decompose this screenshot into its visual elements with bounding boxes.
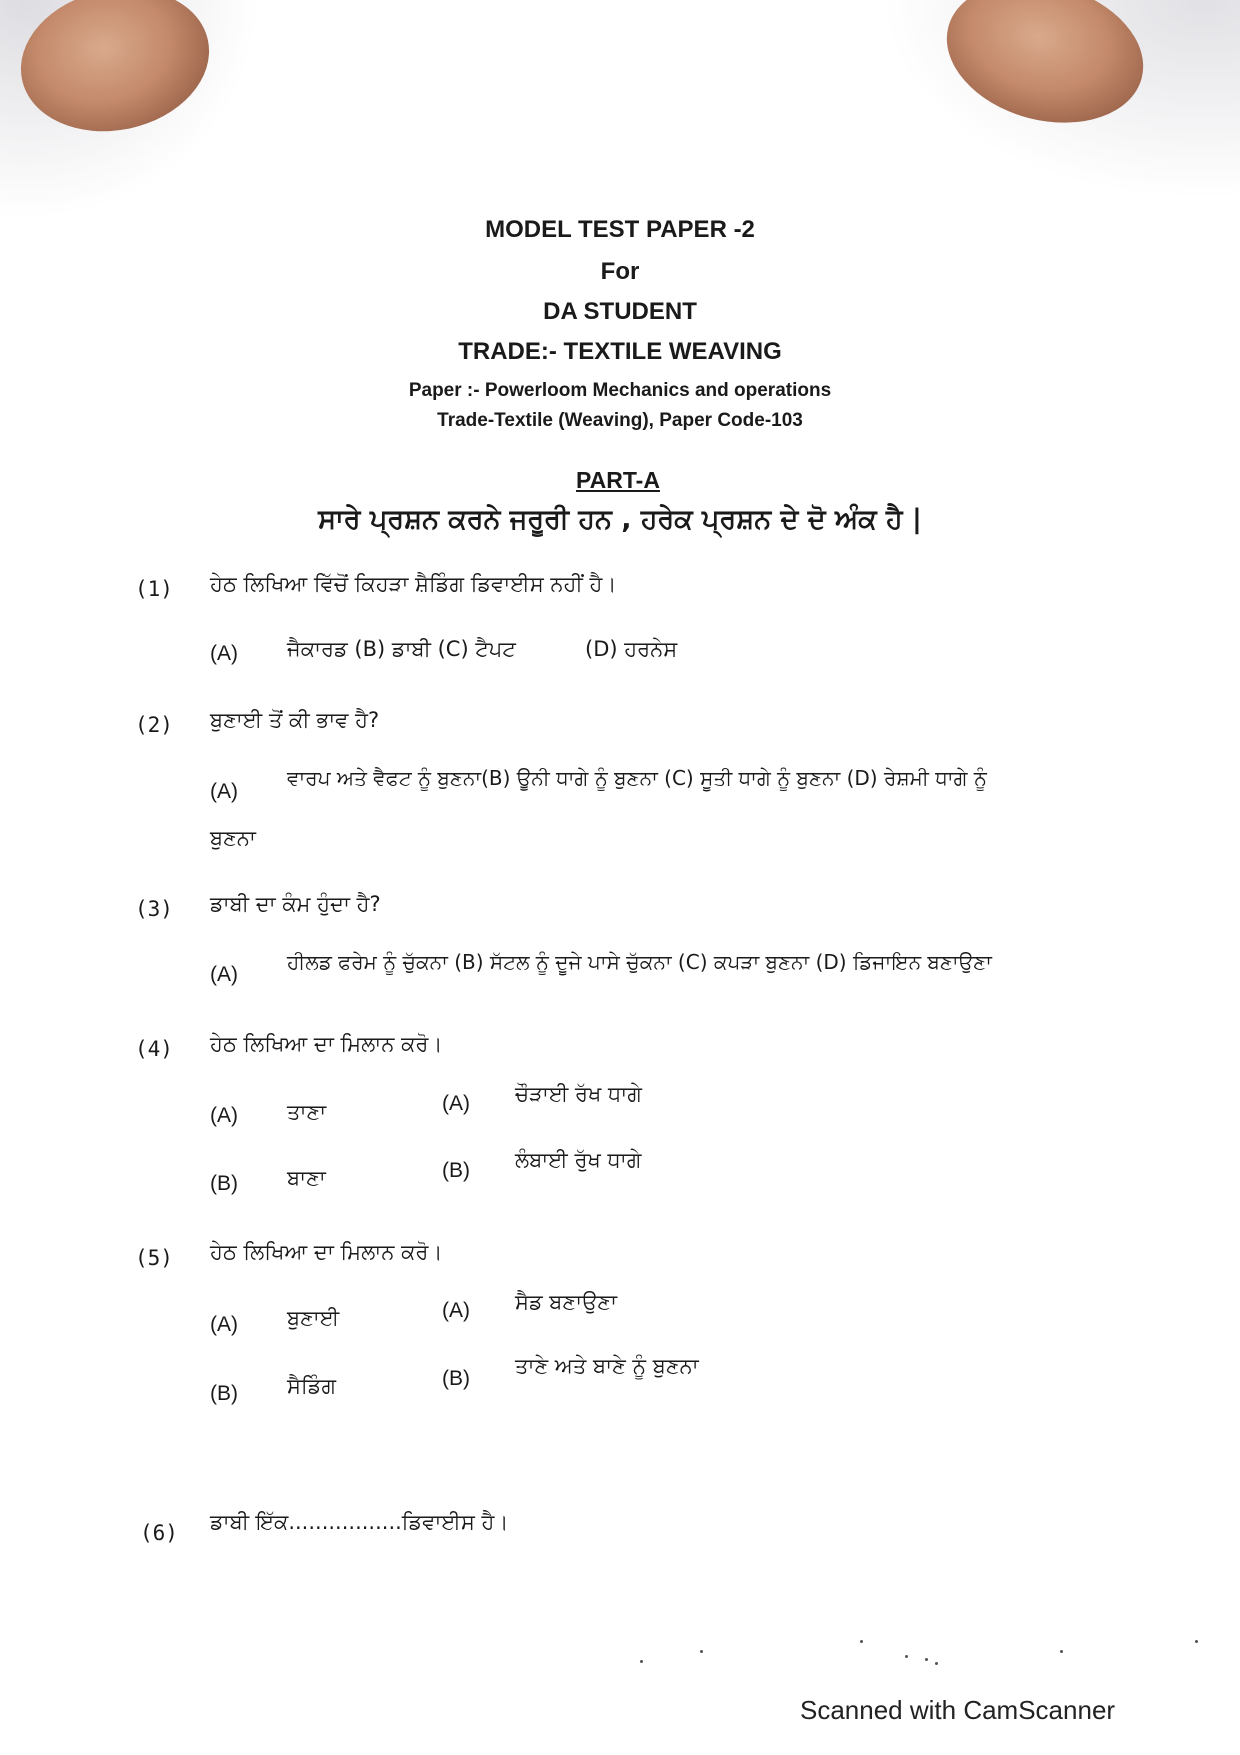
paper-subject: Paper :- Powerloom Mechanics and operations [408,380,832,401]
question-text: ਹੇਠ ਲਿਖਿਆ ਦਾ ਮਿਲਾਨ ਕਰੋ। [210,1240,443,1264]
match-right-label: (B) [442,1159,470,1182]
question-number: (2) [135,713,173,737]
paper-audience: DA STUDENT [543,298,697,325]
option-label: (A) [210,780,238,803]
match-right-text: ਤਾਣੇ ਅਤੇ ਬਾਣੇ ਨੂੰ ਬੁਣਨਾ [515,1354,699,1378]
question-text: ਡਾਬੀ ਦਾ ਕੰਮ ਹੁੰਦਾ ਹੈ? [210,892,381,916]
match-left-text: ਤਾਣਾ [287,1100,327,1124]
match-left-label: (B) [210,1382,238,1405]
question-number: (5) [135,1246,173,1270]
part-instruction: ਸਾਰੇ ਪ੍ਰਸ਼ਨ ਕਰਨੇ ਜਰੂਰੀ ਹਨ , ਹਰੇਕ ਪ੍ਰਸ਼ਨ ਦੇ ਦੋ ਅੰਕ ਹੈ | [318,504,922,535]
scan-speck [700,1650,703,1653]
question-number: (3) [135,897,173,921]
part-title: PART-A [576,467,660,493]
scan-speck [1195,1640,1198,1643]
options-wrap: ਬੁਣਨਾ [210,826,256,850]
paper-title: MODEL TEST PAPER -2 [485,216,755,243]
camscanner-watermark: Scanned with CamScanner [800,1695,1116,1725]
match-left-text: ਬਾਣਾ [287,1166,326,1190]
options-text: ਹੀਲਡ ਫਰੇਮ ਨੂੰ ਚੁੱਕਨਾ (B) ਸੱਟਲ ਨੂੰ ਦੂਜੇ ਪਾਸੇ ਚੁੱਕਨਾ (C) ਕਪੜਾ ਬੁਣਨਾ (D) ਡਿਜਾਇਨ ਬਣਾਉਣਾ [287,950,992,974]
match-left-text: ਸੈਡਿੰਗ [287,1374,337,1398]
question-number: (6) [140,1521,178,1545]
options-text: ਵਾਰਪ ਅਤੇ ਵੈਫਟ ਨੂੰ ਬੁਣਨਾ(B) ਊਨੀ ਧਾਗੇ ਨੂੰ ਬੁਣਨਾ (C) ਸੂਤੀ ਧਾਗੇ ਨੂੰ ਬੁਣਨਾ (D) ਰੇਸ਼ਮੀ ਧਾਗੇ ਨੂੰ [287,766,987,790]
match-right-label: (B) [442,1367,470,1390]
question-number: (4) [135,1037,173,1061]
paper-for: For [600,258,640,285]
match-left-text: ਬੁਣਾਈ [287,1306,340,1330]
question-number: (1) [135,577,173,601]
question-text: ਹੇਠ ਲਿਖਿਆ ਦਾ ਮਿਲਾਨ ਕਰੋ। [210,1032,443,1056]
scan-speck [935,1662,938,1665]
match-right-text: ਚੌੜਾਈ ਰੱਖ ਧਾਗੇ [515,1082,642,1106]
question-text: ਬੁਣਾਈ ਤੋਂ ਕੀ ਭਾਵ ਹੈ? [210,708,380,732]
scan-speck [905,1655,908,1658]
match-left-label: (B) [210,1172,238,1195]
scan-speck [640,1660,643,1663]
paper-trade: TRADE:- TEXTILE WEAVING [458,338,782,365]
scan-speck [860,1640,863,1643]
match-left-label: (A) [210,1104,238,1127]
scan-speck [1060,1650,1063,1653]
paper-code: Trade-Textile (Weaving), Paper Code-103 [437,410,803,431]
options-tail: (D) ਹਰਨੇਸ [585,637,678,661]
match-right-text: ਲੰਬਾਈ ਰੁੱਖ ਧਾਗੇ [515,1148,642,1172]
match-right-label: (A) [442,1092,470,1115]
option-label: (A) [210,642,238,665]
option-label: (A) [210,963,238,986]
question-text: ਹੇਠ ਲਿਖਿਆ ਵਿੱਚੋਂ ਕਿਹੜਾ ਸ਼ੈਡਿੰਗ ਡਿਵਾਈਸ ਨਹੀਂ ਹੈ। [210,572,617,596]
match-right-label: (A) [442,1299,470,1322]
question-text: ਡਾਬੀ ਇੱਕ.................ਡਿਵਾਈਸ ਹੈ। [210,1510,509,1534]
match-left-label: (A) [210,1313,238,1336]
match-right-text: ਸੈਡ ਬਣਾਉਣਾ [515,1290,617,1314]
scan-speck [925,1658,928,1661]
options-text: ਜੈਕਾਰਡ (B) ਡਾਬੀ (C) ਟੈਪਟ [287,637,516,661]
